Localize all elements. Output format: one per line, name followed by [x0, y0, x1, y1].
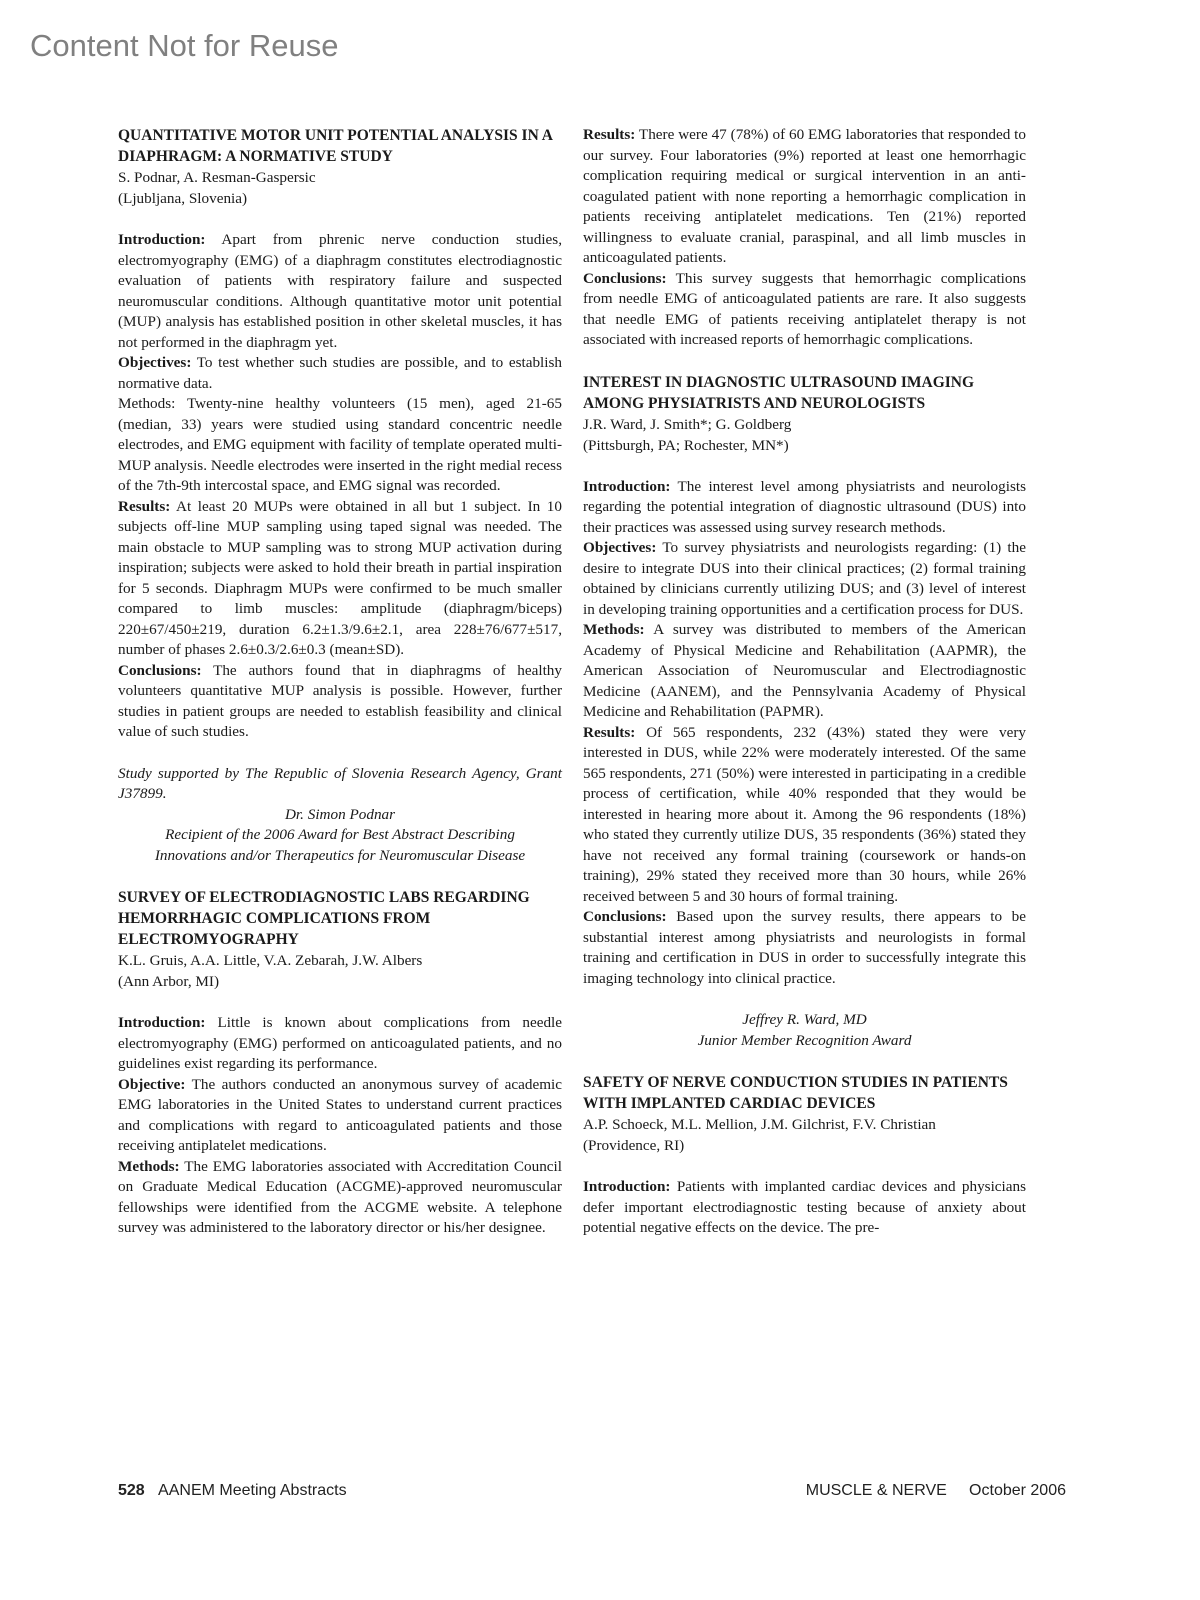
section-text: A survey was distributed to members of the American Academy of Physical Medicine and Rehabilitation (AAPMR), the American Association of Neuromuscular and Electrodiagnostic Medicine (AANEM), and the Pennsylvania Academy of Physical Medicine and Rehabilitation (PAPMR).: [583, 621, 1026, 720]
award-title-cont: Innovations and/or Therapeutics for Neuromuscular Disease: [154, 846, 526, 864]
award-note: [583, 1010, 1026, 1051]
abstract-title: INTEREST IN DIAGNOSTIC ULTRASOUND IMAGING AMONG PHYSIATRISTS AND NEUROLOGISTS: [583, 373, 975, 412]
section-label: Objective:: [118, 1075, 186, 1093]
abstract-authors: [118, 950, 562, 992]
page-number: 528: [118, 1482, 145, 1499]
section-text: The authors found that in diaphragms of healthy volunteers quantitative MUP analysis is possible. However, further studies in patient groups are needed to establish feasibility and clinical value of such studies.: [118, 661, 562, 740]
section-text: At least 20 MUPs were obtained in all but 1 subject. In 10 subjects off-line MUP sampling using taped signal was needed. The main obstacle to MUP sampling was to strong MUP activation during inspiration; subjects were asked to hold their breath in partial inspiration for 5 seconds. Diaphragm MUPs were confirmed to be much smaller compared to limb muscles: amplitude (diaphragm/biceps) 220±67/450±219, duration 6.2±1.3/9.6±2.1, area 228±76/677±517, number of phases 2.6±0.3/2.6±0.3 (mean±SD).: [118, 497, 562, 658]
section-label: Results:: [118, 497, 171, 515]
abstract-title: SURVEY OF ELECTRODIAGNOSTIC LABS REGARDING HEMORRHAGIC COMPLICATIONS FROM ELECTROMYOGRAPHY: [118, 889, 530, 948]
section-text: Based upon the survey results, there appears to be substantial interest among physiatrists and neurologists in formal training and certification in DUS in order to successfully integrate this imaging technology into clinical practice.: [583, 908, 1026, 987]
author-location: (Ann Arbor, MI): [118, 973, 220, 990]
methods-para: [583, 620, 1026, 723]
abstract-emg-hemorrhagic-survey-cont: [583, 125, 1026, 351]
results-para: [583, 723, 1026, 908]
section-label: Results:: [583, 723, 636, 741]
section-text: The EMG laboratories associated with Accreditation Council on Graduate Medical Education (ACGME)-approved neuromuscular fellowships were identified from the ACGME website. A telephone survey was administered to the laboratory director or his/her designee.: [118, 1157, 562, 1236]
abstract-body: [583, 477, 1026, 990]
right-column: [583, 125, 1026, 1239]
objective-para: [118, 1075, 562, 1157]
section-label: Introduction:: [118, 231, 206, 248]
abstract-ultrasound-interest: [583, 372, 1026, 1052]
abstract-emg-hemorrhagic-survey: [118, 887, 562, 1239]
introduction-para: [118, 1013, 562, 1075]
section-text: The authors conducted an anonymous survey of academic EMG laboratories in the United States to understand current practices and complications with regard to anticoagulated patients and those receiving antiplatelet medications.: [118, 1075, 562, 1154]
section-text: Apart from phrenic nerve conduction studies, electromyography (EMG) of a diaphragm constitutes electrodiagnostic evaluation of patients with respiratory failure and suspected neuromuscular conditions. Although quantitative motor unit potential (MUP) analysis has established position in other skeletal muscles, it has not performed in the diaphragm yet.: [118, 231, 562, 351]
methods-para: Methods: Twenty-nine healthy volunteers (15 men), aged 21-65 (median, 33) years were studied using standard concentric needle electrodes, and EMG equipment with facility of template operated multi-MUP analysis. Needle electrodes were inserted in the right medial recess of the 7th-9th intercostal space, and EMG signal was recorded.: [118, 395, 562, 494]
abstract-body: [118, 1013, 562, 1239]
abstract-diaphragm-mup: [118, 125, 562, 866]
abstract-title: QUANTITATIVE MOTOR UNIT POTENTIAL ANALYSIS IN A DIAPHRAGM: A NORMATIVE STUDY: [118, 127, 553, 165]
issue-date: October 2006: [969, 1482, 1066, 1499]
funding-note: Study supported by The Republic of Slovenia Research Agency, Grant J37899.: [118, 764, 562, 802]
results-para: [118, 497, 562, 661]
section-text: To test whether such studies are possible, and to establish normative data.: [118, 354, 562, 392]
conclusions-para: [118, 661, 562, 743]
abstract-authors: [118, 167, 562, 209]
section-text: Patients with implanted cardiac devices and physicians defer important electrodiagnostic testing because of anxiety about potential negative effects on the device. The pre-: [583, 1178, 1027, 1236]
section-text: There were 47 (78%) of 60 EMG laboratories that responded to our survey. Four laboratories (9%) reported at least one hemorrhagic complication requiring medical or surgical intervention in an anti-coagulated patient with none reporting a hemorrhagic complication in patients receiving antiplatelet medications. Ten (21%) reported willingness to evaluate cranial, paraspinal, and all limb muscles in anticoagulated patients.: [583, 126, 1026, 266]
author-names: S. Podnar, A. Resman-Gaspersic: [118, 169, 316, 186]
section-label: Methods:: [118, 1157, 180, 1175]
section-text: Of 565 respondents, 232 (43%) stated they were very interested in DUS, while 22% were moderately interested. Of the same 565 respondents, 271 (50%) were interested in participating in a credible process of certification, while 40% responded that they would be interested in hearing more about it. Among the 96 respondents (18%) who stated they currently utilize DUS, 35 respondents (36%) stated they have not received any formal training (coursework or hands-on training), 29% stated they received more than 30 hours, while 26% received between 5 and 30 hours of formal training.: [583, 723, 1026, 905]
section-label: Introduction:: [583, 477, 671, 495]
conclusions-para: [583, 269, 1026, 351]
introduction-para: [583, 1177, 1026, 1239]
abstract-authors: [583, 414, 1026, 456]
journal-name: MUSCLE & NERVE: [805, 1482, 947, 1499]
award-recipient: Dr. Simon Podnar: [284, 805, 396, 823]
introduction-para: [118, 230, 562, 353]
award-recipient: Jeffrey R. Ward, MD: [742, 1011, 867, 1028]
abstract-body: [118, 230, 562, 743]
author-location: (Providence, RI): [583, 1137, 685, 1154]
introduction-para: [583, 477, 1026, 539]
author-names: K.L. Gruis, A.A. Little, V.A. Zebarah, J.W. Albers: [118, 952, 423, 969]
section-label: Conclusions:: [118, 661, 202, 679]
abstract-authors: [583, 1114, 1026, 1156]
watermark: Content Not for Reuse: [30, 28, 339, 63]
award-title: Junior Member Recognition Award: [697, 1031, 912, 1049]
footer-right: [806, 1482, 1066, 1500]
objectives-para: [118, 353, 562, 394]
award-note: [118, 805, 562, 867]
author-names: A.P. Schoeck, M.L. Mellion, J.M. Gilchrist, F.V. Christian: [583, 1116, 936, 1133]
objectives-para: [583, 538, 1026, 620]
left-column: [118, 125, 562, 1239]
abstract-ncs-cardiac-devices: [583, 1072, 1026, 1239]
author-names: J.R. Ward, J. Smith*; G. Goldberg: [583, 415, 792, 433]
results-para: [583, 125, 1026, 269]
section-label: Objectives:: [118, 354, 192, 371]
section-label: Objectives:: [583, 539, 657, 556]
section-label: Results:: [583, 126, 636, 143]
conclusions-para: [583, 907, 1026, 989]
section-text: To survey physiatrists and neurologists regarding: (1) the desire to integrate DUS into their clinical practices; (2) formal training obtained by clinicians currently utilizing DUS; and (3) level of interest in developing training opportunities and a certification process for DUS.: [583, 539, 1026, 618]
section-text: The interest level among physiatrists and neurologists regarding the potential integration of diagnostic ultrasound (DUS) into their practices was assessed using survey research methods.: [583, 477, 1026, 536]
page-footer: [118, 1482, 1066, 1502]
section-label: Conclusions:: [583, 269, 667, 287]
section-text: This survey suggests that hemorrhagic complications from needle EMG of anticoagulated patients are rare. It also suggests that needle EMG of patients receiving antiplatelet therapy is not associated with increased reports of hemorrhagic complications.: [583, 269, 1026, 348]
author-location: (Ljubljana, Slovenia): [118, 190, 248, 207]
methods-para: [118, 1157, 562, 1239]
section-name: AANEM Meeting Abstracts: [158, 1482, 347, 1499]
section-label: Introduction:: [118, 1014, 206, 1031]
section-label: Introduction:: [583, 1178, 671, 1195]
section-text: Little is known about complications from needle electromyography (EMG) performed on anticoagulated patients, and no guidelines exist regarding its performance.: [118, 1014, 563, 1072]
section-label: Conclusions:: [583, 908, 667, 925]
award-title: Recipient of the 2006 Award for Best Abstract Describing: [165, 826, 515, 843]
section-label: Methods:: [583, 621, 645, 638]
author-location: (Pittsburgh, PA; Rochester, MN*): [583, 436, 789, 454]
footer-left: [118, 1482, 347, 1500]
abstract-title: SAFETY OF NERVE CONDUCTION STUDIES IN PATIENTS WITH IMPLANTED CARDIAC DEVICES: [583, 1074, 1008, 1112]
